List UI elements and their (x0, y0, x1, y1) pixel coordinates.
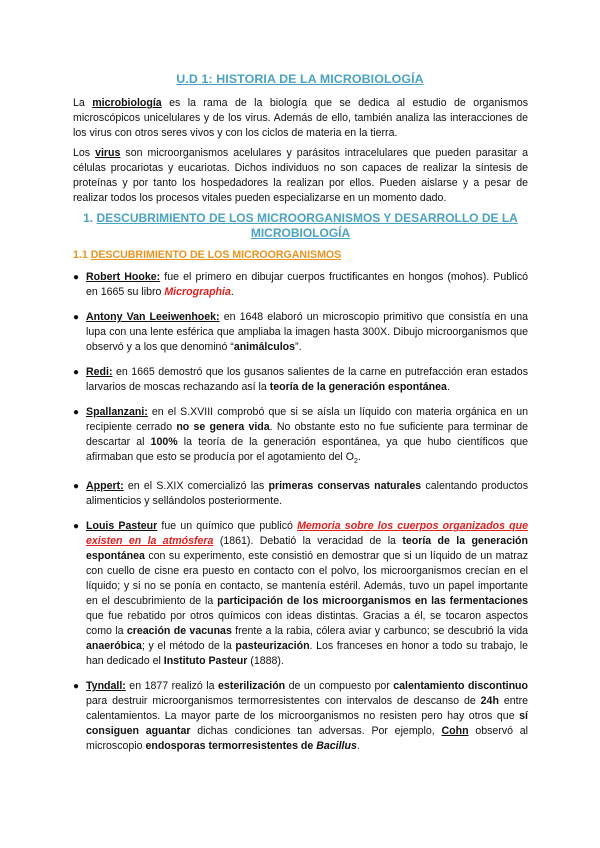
list-item-leeuwenhoek: ● Antony Van Leeiwenhoek: en 1648 elaboró un microscopio primitivo que consistía en una lupa con una lente esférica que ampliaba la imagen hasta 300X. Dibujo microorganismos que observó y a los que denominó “animálculos”. (73, 311, 528, 353)
intro-paragraph-virus: Los virus son microorganismos acelulares y parásitos intracelulares que pueden parasitar a células procariotas y eucariotas. Dichos individuos no son capaces de realizar la síntesis de proteínas y por tanto los hospedadores la realizan por ellos. Pueden aislarse y a pesar de realizar todos los procesos vitales pueden especializarse en un momento dado. (73, 147, 528, 204)
list-item-hooke: ● Robert Hooke: fue el primero en dibujar cuerpos fructificantes en hongos (mohos). Publicó en 1665 su libro Micrographia. (73, 271, 529, 298)
scientists-list (73, 270, 528, 764)
bullet-icon: ● (73, 272, 80, 283)
bullet-icon: ● (73, 681, 80, 693)
bullet-icon: ● (73, 521, 80, 533)
list-item-redi: ● Redi: en 1665 demostró que los gusanos salientes de la carne en putrefacción eran estados larvarios de moscas rechazando así la teoría de la generación espontánea. (73, 366, 528, 393)
intro-paragraph-microbiology: La microbiología es la rama de la biología que se dedica al estudio de organismos microscópicos unicelulares y de los virus. Además de ello, también analiza las interacciones de los virus con otros seres vivos y con los ciclos de materia en la tierra. (73, 97, 528, 139)
list-item-appert: ● Appert: en el S.XIX comercializó las primeras conservas naturales calentando productos alimenticios y sellándolos posteriormente. (73, 480, 528, 508)
bullet-icon: ● (73, 312, 80, 323)
subsection-heading-1-1: 1.1 DESCUBRIMIENTO DE LOS MICROORGANISMOS (73, 249, 342, 261)
term-virus: virus (95, 147, 121, 159)
list-item-spallanzani: ● Spallanzani: en el S.XVIII comprobó que si se aísla un líquido con materia orgánica en un recipiente cerrado no se genera vida. No obstante esto no fue suficiente para terminar de descartar al 100% la teoría de la generación espontánea, ya que hubo científicos que afirmaban que esto se producía por el agotamiento del $O_2$. (73, 406, 529, 466)
list-item-pasteur: ● Louis Pasteur fue un químico que publicó Memoria sobre los cuerpos organizados que existen en la atmósfera (1861). Debatió la veracidad de la teoría de la generación espontánea con su experimento, este consistió en demostrar que si un líquido de un matraz con cuello de cisne era puesto en contacto con el polvo, los microorganismos crecían en el líquido; y si no se ponía en contacto, se mantenía estéril. Además, tuvo un papel importante en el descubrimiento de la participación de los microorganismos en las fermentaciones que fue rebatido por otros químicos con ideas distintas. Gracias a él, se tocaron aspectos como la creación de vacunas frente a la rabia, cólera aviar y carbunco; se descubrió la vida anaeróbica; y el método de la pasteurización. Los franceses en honor a todo su trabajo, le han dedicado el Instituto Pasteur (1888). (73, 520, 529, 668)
bullet-icon: ● (73, 407, 80, 418)
bullet-icon: ● (73, 481, 80, 493)
term-microbiologia: microbiología (92, 97, 162, 109)
bullet-icon: ● (73, 367, 80, 378)
section-heading-1: 1. DESCUBRIMIENTO DE LOS MICROORGANISMOS Y DESARROLLO DE LA MICROBIOLOGÍA (83, 211, 518, 240)
list-item-tyndall: ● Tyndall: en 1877 realizó la esterilización de un compuesto por calentamiento discontinuo para destruir microorganismos termorresistentes con intervalos de descanso de 24h entre calentamientos. La mayor parte de los microorganismos no resisten pero hay otros que sí consiguen aguantar dichas condiciones tan adversas. Por ejemplo, Cohn observó al microscopio endosporas termorresistentes de Bacillus. (73, 680, 528, 753)
page-title: U.D 1: HISTORIA DE LA MICROBIOLOGÍA (176, 72, 424, 86)
